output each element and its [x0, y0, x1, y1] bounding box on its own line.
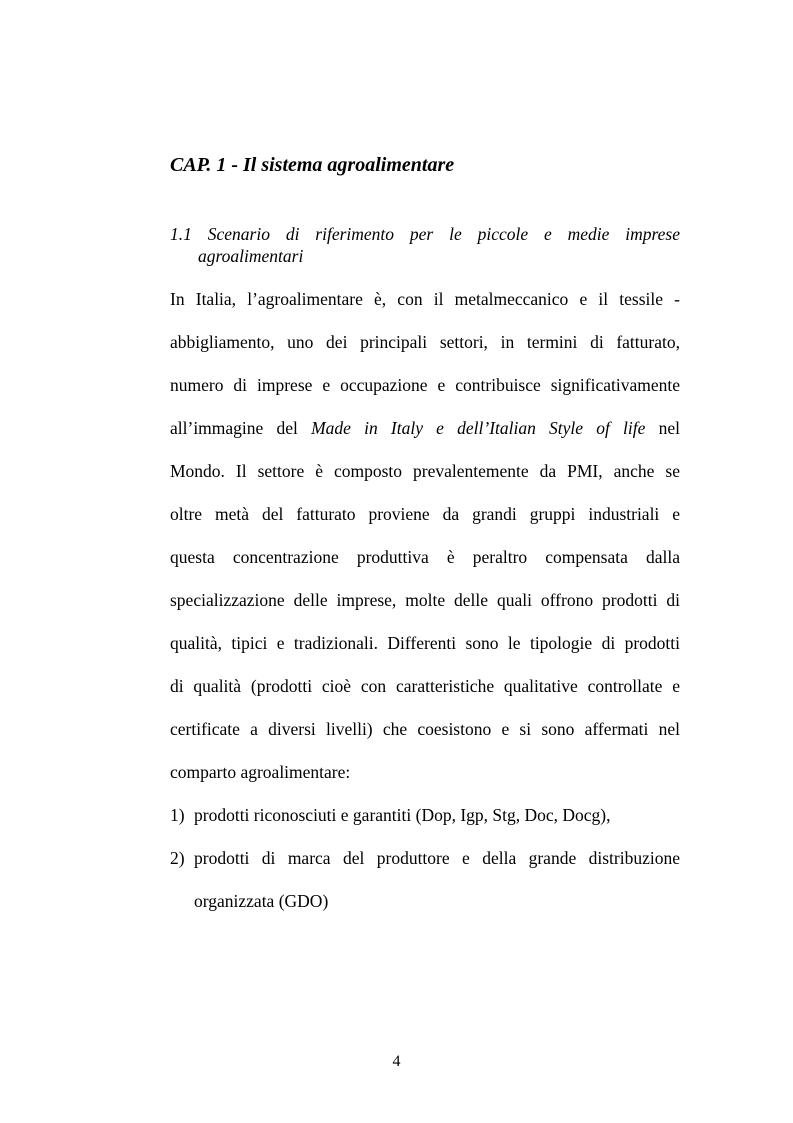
body-line-4	[170, 417, 680, 439]
list-item-1-number: 1)	[170, 805, 185, 825]
body-line-3: numero di imprese e occupazione e contribuisce significativamente	[170, 375, 680, 395]
list-item-2	[170, 847, 680, 869]
body-line-8: specializzazione delle imprese, molte delle quali offrono prodotti di	[170, 590, 680, 610]
list-item-1	[170, 804, 680, 826]
section-heading	[170, 224, 680, 245]
body-line-4-italic: Made in Italy e dell’Italian Style of life	[311, 418, 646, 438]
section-title-line1: Scenario di riferimento per le piccole e medie imprese	[207, 224, 681, 244]
body-line-4-post: nel	[645, 418, 680, 438]
body-line-5: Mondo. Il settore è composto prevalentemente da PMI, anche se	[170, 461, 680, 481]
body-line-4-pre: all’immagine del	[170, 418, 312, 438]
section-title-line2: agroalimentari	[198, 246, 304, 266]
list-item-2-continuation: organizzata (GDO)	[194, 891, 329, 911]
body-line-6: oltre metà del fatturato proviene da grandi gruppi industriali e	[170, 504, 680, 524]
body-line-1: In Italia, l’agroalimentare è, con il metalmeccanico e il tessile -	[170, 289, 680, 309]
list-item-2-number: 2)	[170, 848, 185, 868]
body-line-12: comparto agroalimentare:	[170, 762, 351, 782]
body-line-9: qualità, tipici e tradizionali. Differenti sono le tipologie di prodotti	[170, 633, 680, 653]
list-item-2-text: prodotti di marca del produttore e della grande distribuzione	[194, 848, 680, 868]
list-item-1-text: prodotti riconosciuti e garantiti (Dop, Igp, Stg, Doc, Docg),	[194, 805, 611, 825]
body-line-7: questa concentrazione produttiva è peraltro compensata dalla	[170, 547, 680, 567]
page-number: 4	[392, 1053, 401, 1070]
body-line-2: abbigliamento, uno dei principali settori, in termini di fatturato,	[170, 332, 680, 352]
body-line-10: di qualità (prodotti cioè con caratteristiche qualitative controllate e	[170, 676, 680, 696]
chapter-title: CAP. 1 - Il sistema agroalimentare	[170, 154, 455, 176]
section-number: 1.1	[170, 224, 192, 244]
body-line-11: certificate a diversi livelli) che coesistono e si sono affermati nel	[170, 719, 680, 739]
